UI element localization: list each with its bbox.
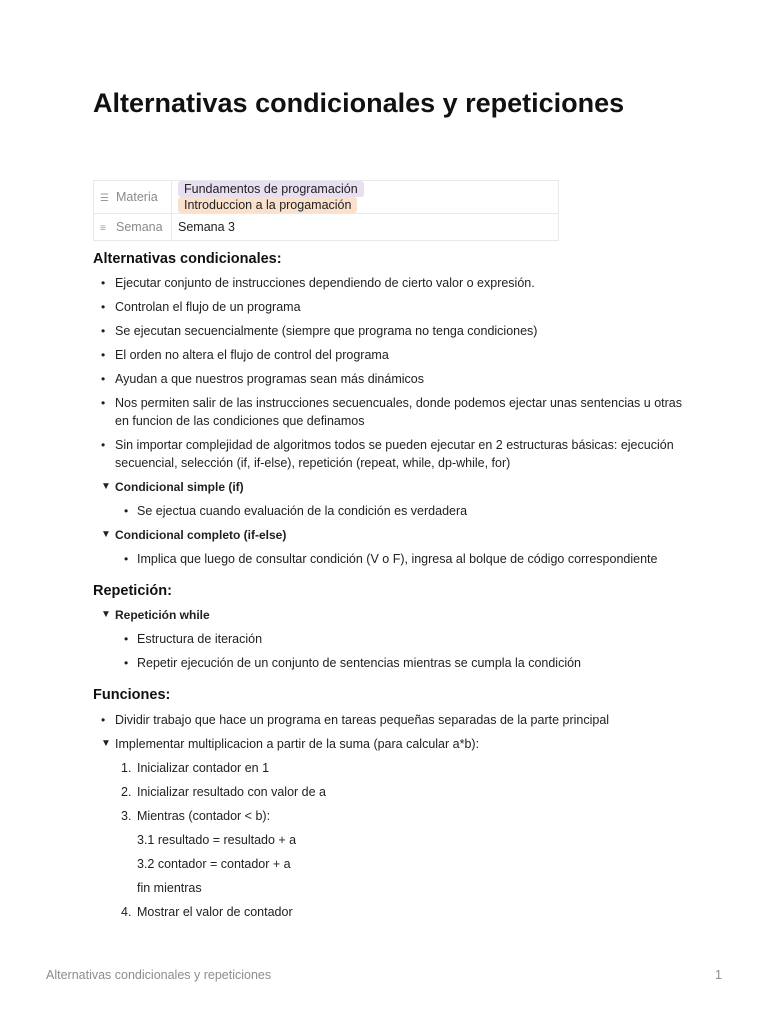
toggle-label: Implementar multiplicacion a partir de la suma (para calcular a*b): <box>115 737 480 751</box>
list-item: • Se ejecutan secuencialmente (siempre que programa no tenga condiciones) <box>93 322 693 340</box>
toggle-label: Condicional completo (if-else) <box>115 528 287 542</box>
text-lines-icon: ≡ <box>100 223 106 234</box>
property-value-materia <box>172 181 559 214</box>
list-item: • Controlan el flujo de un programa <box>93 298 693 316</box>
footer-title: Alternativas condicionales y repeticiones <box>46 968 272 982</box>
list-item: • El orden no altera el flujo de control del programa <box>93 346 693 364</box>
numbered-item <box>93 759 693 777</box>
step-number: 3. <box>121 809 132 823</box>
toggle-label: Repetición while <box>115 608 210 622</box>
step3-line: fin mientras <box>137 881 202 895</box>
step-text: Inicializar resultado con valor de a <box>137 785 326 799</box>
step-text: Mientras (contador < b): <box>137 809 271 823</box>
list-icon: ☰ <box>100 193 109 204</box>
toggle-label: Condicional simple (if) <box>115 480 244 494</box>
numbered-item <box>93 903 693 921</box>
list-item: • Repetir ejecución de un conjunto de sentencias mientras se cumpla la condición <box>93 654 693 672</box>
list-item: • Se ejectua cuando evaluación de la condición es verdadera <box>93 502 693 520</box>
property-row-semana <box>94 214 559 241</box>
property-key-materia <box>94 181 172 214</box>
toggle-triangle-icon[interactable]: ▼ <box>101 609 111 620</box>
step-text: Inicializar contador en 1 <box>137 761 270 775</box>
toggle-multiplicacion[interactable] <box>93 735 693 753</box>
step-number: 4. <box>121 905 132 919</box>
semana-label: Semana <box>116 220 163 234</box>
page-title: Alternativas condicionales y repeticiones <box>93 88 625 118</box>
toggle-condicional-completo[interactable] <box>93 526 693 544</box>
list-item: • Sin importar complejidad de algoritmos todos se pueden ejecutar en 2 estructuras básicas: ejecución secuencial, selección (if, if-else), repetición (repeat, while, dp-while, for) <box>93 436 693 472</box>
toggle-triangle-icon[interactable]: ▼ <box>101 738 111 749</box>
list-item: • Nos permiten salir de las instrucciones secuencuales, donde podemos ejectar unas sentencias u otras en funcion de las condiciones que definamos <box>93 394 693 430</box>
materia-label: Materia <box>116 190 158 204</box>
page-number: 1 <box>715 968 722 982</box>
step3-line: 3.2 contador = contador + a <box>137 857 291 871</box>
property-key-semana <box>94 214 172 241</box>
tag-fundamentos: Fundamentos de programación <box>178 181 364 197</box>
properties-table <box>93 180 559 241</box>
tag-introduccion: Introduccion a la progamación <box>178 197 357 213</box>
heading-repeticion: Repetición: <box>93 583 172 599</box>
step-number: 1. <box>121 761 132 775</box>
step-number: 2. <box>121 785 132 799</box>
numbered-item <box>93 783 693 801</box>
list-item: • Ayudan a que nuestros programas sean más dinámicos <box>93 370 693 388</box>
list-alternativas <box>93 274 693 472</box>
page-content <box>93 250 693 921</box>
numbered-item <box>93 807 693 825</box>
toggle-condicional-simple[interactable] <box>93 478 693 496</box>
property-row-materia <box>94 181 559 214</box>
toggle-triangle-icon[interactable]: ▼ <box>101 529 111 540</box>
list-item: • Ejecutar conjunto de instrucciones dependiendo de cierto valor o expresión. <box>93 274 693 292</box>
toggle-triangle-icon[interactable]: ▼ <box>101 481 111 492</box>
list-item: • Dividir trabajo que hace un programa en tareas pequeñas separadas de la parte principal <box>93 711 693 729</box>
step-text: Mostrar el valor de contador <box>137 905 293 919</box>
heading-funciones: Funciones: <box>93 687 171 703</box>
heading-alternativas: Alternativas condicionales: <box>93 251 282 267</box>
toggle-repeticion-while[interactable] <box>93 606 693 624</box>
page-footer <box>46 968 722 982</box>
list-item: • Implica que luego de consultar condición (V o F), ingresa al bolque de código correspondiente <box>93 550 693 568</box>
step3-line: 3.1 resultado = resultado + a <box>137 833 297 847</box>
property-value-semana: Semana 3 <box>172 214 559 241</box>
numbered-list-steps <box>93 759 693 825</box>
list-item: • Estructura de iteración <box>93 630 693 648</box>
